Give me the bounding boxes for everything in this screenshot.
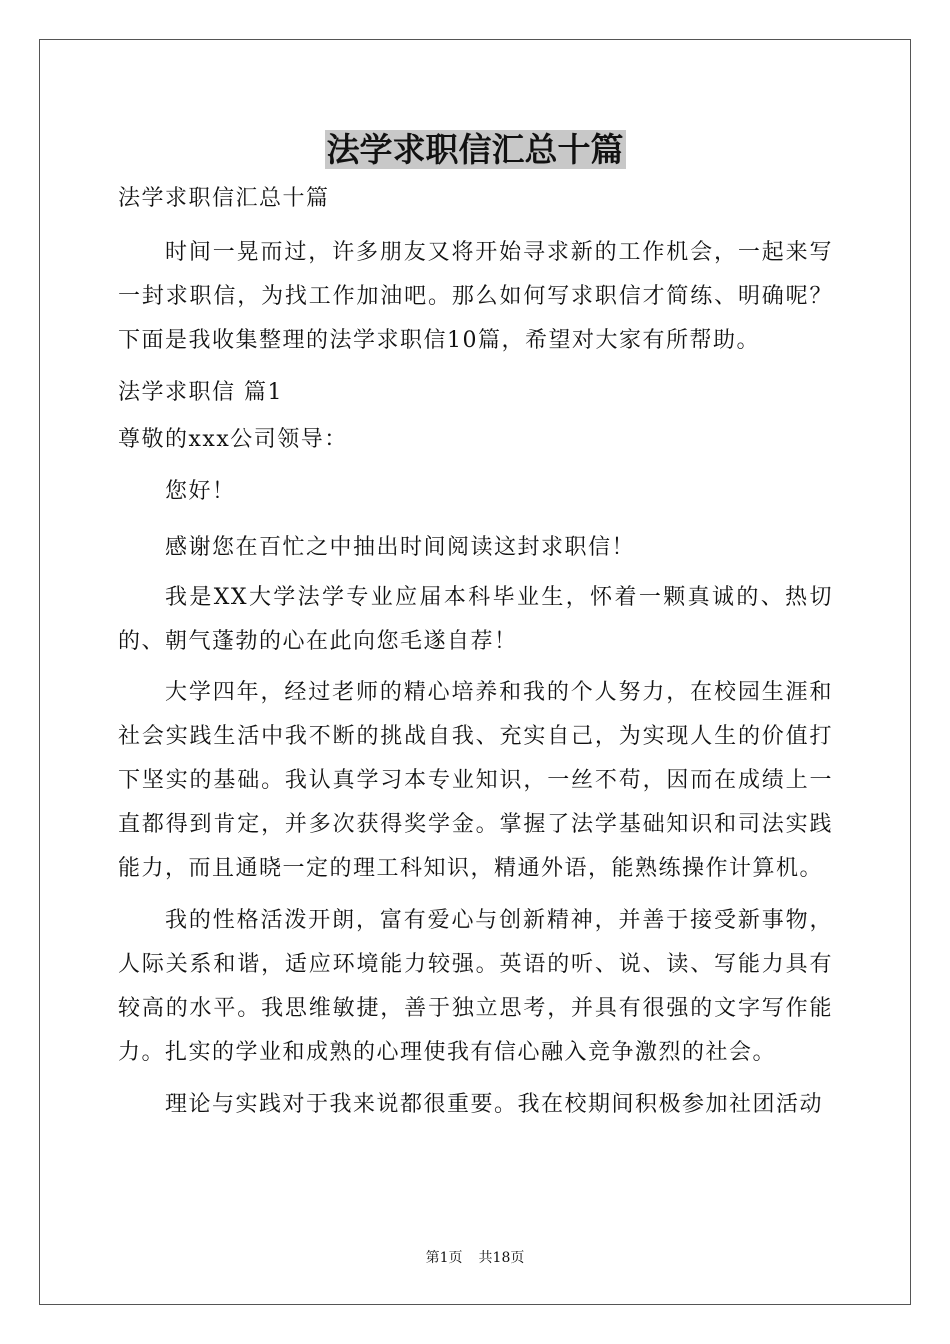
intro-paragraph: 时间一晃而过，许多朋友又将开始寻求新的工作机会，一起来写一封求职信，为找工作加油吧。那么如何写求职信才简练、明确呢？下面是我收集整理的法学求职信10篇，希望对大家有所帮助。 — [118, 240, 833, 353]
practice-paragraph: 理论与实践对于我来说都很重要。我在校期间积极参加社团活动 — [165, 1092, 824, 1117]
document-title — [0, 126, 950, 174]
document-title-text: 法学求职信汇总十篇 — [326, 130, 624, 169]
study-paragraph: 大学四年，经过老师的精心培养和我的个人努力，在校园生涯和社会实践生活中我不断的挑战自我、充实自己，为实现人生的价值打下坚实的基础。我认真学习本专业知识，一丝不苟，因而在成绩上一直都得到肯定，并多次获得奖学金。掌握了法学基础知识和司法实践能力，而且通晓一定的理工科知识，精通外语，能熟练操作计算机。 — [118, 680, 833, 881]
document-body — [118, 177, 833, 1127]
page-footer — [0, 1247, 950, 1267]
greeting: 您好！ — [165, 479, 236, 504]
thanks-paragraph: 感谢您在百忙之中抽出时间阅读这封求职信！ — [165, 535, 636, 560]
character-paragraph: 我的性格活泼开朗，富有爱心与创新精神，并善于接受新事物，人际关系和谐，适应环境能力较强。英语的听、说、读、写能力具有较高的水平。我思维敏捷，善于独立思考，并具有很强的文字写作能力。扎实的学业和成熟的心理使我有信心融入竞争激烈的社会。 — [118, 908, 833, 1065]
page-total: 共18页 — [478, 1250, 525, 1266]
self-intro-paragraph: 我是XX大学法学专业应届本科毕业生，怀着一颗真诚的、热切的、朝气蓬勃的心在此向您毛遂自荐！ — [118, 585, 833, 654]
salutation: 尊敬的xxx公司领导： — [118, 427, 348, 452]
document-subtitle: 法学求职信汇总十篇 — [118, 186, 330, 211]
page-number: 第1页 — [425, 1250, 463, 1266]
section-heading: 法学求职信 篇1 — [118, 380, 283, 405]
